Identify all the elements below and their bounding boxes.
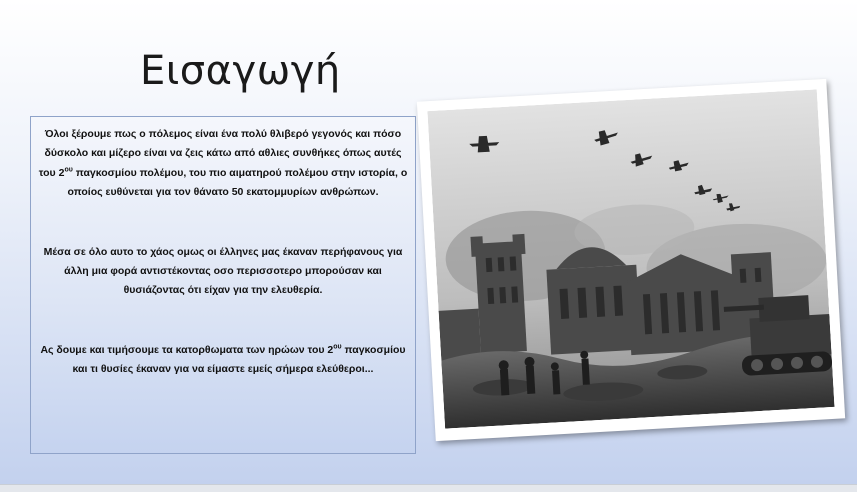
intro-paragraph-2: Μέσα σε όλο αυτο το χάος ομως οι έλληνες μας έκαναν περήφανους για άλλη μια φορά αντιστέκοντας οσο περισσοτερο μπορούσαν και θυσιάζοντας ότι είχαν για την ελευθερία. (43, 245, 403, 297)
intro-paragraph-3: Ας δουμε και τιμήσουμε τα κατορθωματα των ηρώων του $2^{o\upsilon}$ παγκοσμίου και τι θυσίες έκαναν για να είμαστε εμείς σήμερα ελεύθεροι... (40, 343, 406, 376)
intro-paragraph-1: Όλοι ξέρουμε πως ο πόλεμος είναι ένα πολύ θλιβερό γεγονός και πόσο δύσκολο και μίζερο είναι να ζεις κάτω από αθλιες συνθήκες όπως αυτές του $2^{o\upsilon}$ παγκοσμίου πολέμου, του πιο αιματηρού πολέμου στην ιστορία, ο οποίος ευθύνεται για τον θάνατο 50 εκατομμυρίων ανθρώπων. (38, 128, 408, 199)
intro-text-box[interactable] (30, 116, 416, 454)
ww2-reichstag-photo-icon (427, 89, 834, 428)
ww2-photo (427, 89, 834, 428)
slide-title[interactable]: Εισαγωγή (140, 48, 341, 94)
photo-frame[interactable] (417, 79, 845, 441)
